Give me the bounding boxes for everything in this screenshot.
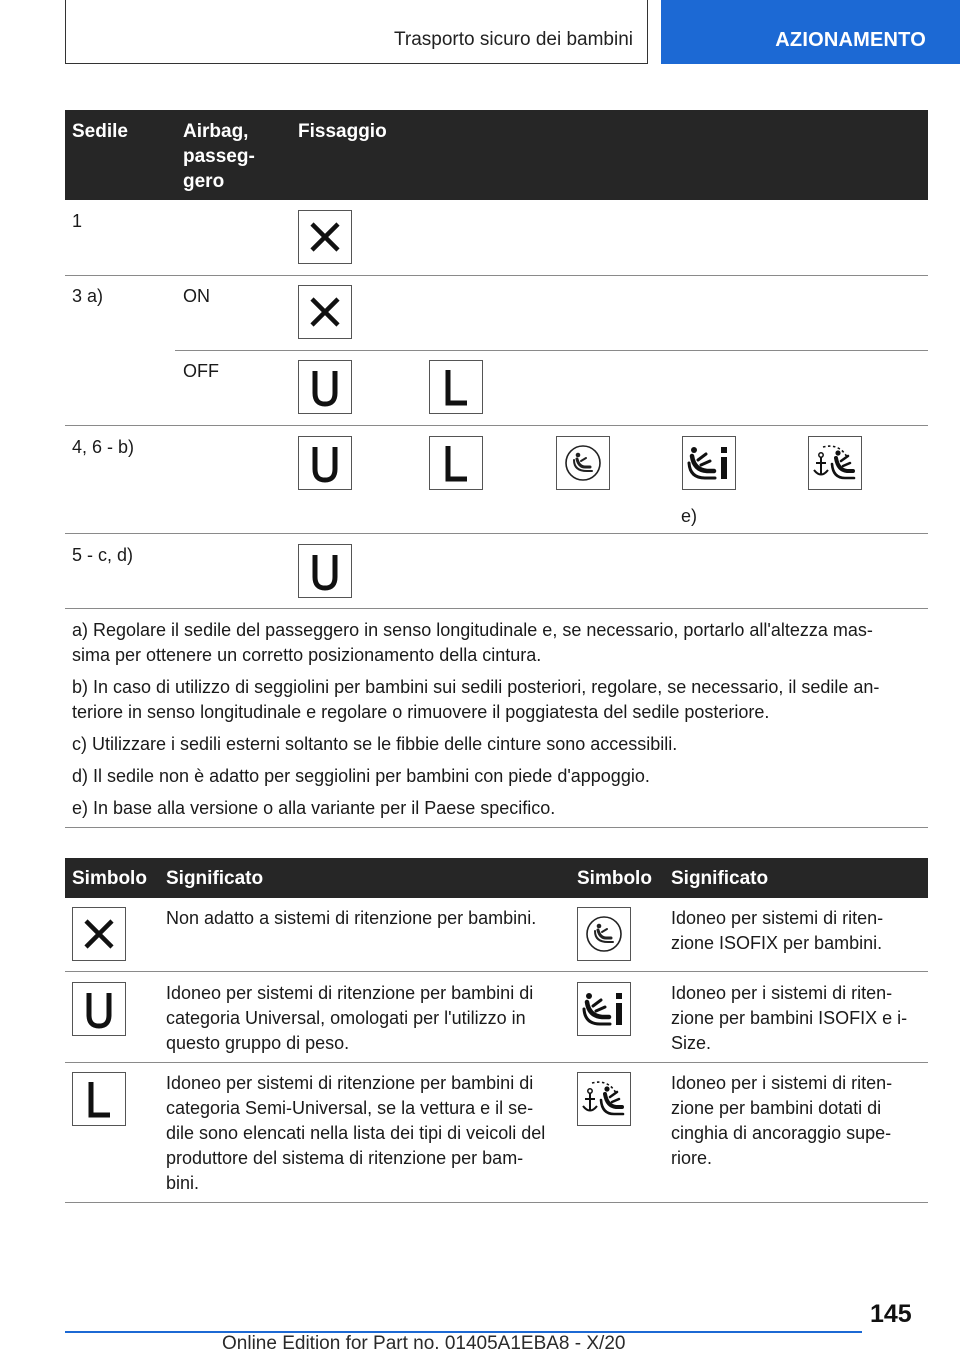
table1-row2-airbag: ON xyxy=(183,286,210,306)
tether-anchor-icon xyxy=(577,1072,631,1126)
table1-row-divider xyxy=(65,275,928,276)
section-title: Trasporto sicuro dei bambini xyxy=(393,29,633,50)
legend-text-isofix: Idoneo per sistemi di riten- zione ISOFIX per bambini. xyxy=(671,908,884,953)
isofix-seat-icon xyxy=(577,907,631,961)
tether-anchor-icon xyxy=(808,436,862,490)
table1-header-fixing: Fissaggio xyxy=(298,121,387,142)
legend-text-top-tether: Idoneo per i sistemi di riten- zione per bambini dotati di cinghia di ancoraggio supe- riore. xyxy=(671,1073,893,1168)
legend-text-universal: Idoneo per sistemi di ritenzione per bambini di categoria Universal, omologati per l'utilizzo in questo gruppo di peso. xyxy=(166,983,534,1053)
cross-icon xyxy=(298,210,352,264)
letter-u-icon xyxy=(72,982,126,1036)
letter-u-icon xyxy=(298,360,352,414)
isize-seat-icon xyxy=(682,436,736,490)
table2-bottom-rule xyxy=(65,1202,928,1203)
table1-row-divider xyxy=(65,425,928,426)
table2-row-divider xyxy=(65,1062,928,1063)
table1-row3-airbag: OFF xyxy=(183,361,219,381)
chapter-title: AZIONAMENTO xyxy=(775,29,926,51)
footnote-c: c) Utilizzare i sedili esterni soltanto se le fibbie delle cinture sono accessibili. xyxy=(72,734,678,754)
cross-icon xyxy=(72,907,126,961)
footnote-a: a) Regolare il sedile del passeggero in senso longitudinale e, se necessario, portarlo all'altezza mas- sima per ottenere un corretto posizionamento della cintura. xyxy=(72,620,873,665)
table1-row-divider xyxy=(65,608,928,609)
table2-header xyxy=(65,858,928,898)
legend-text-not-suitable: Non adatto a sistemi di ritenzione per bambini. xyxy=(166,908,537,928)
table2-row-divider xyxy=(65,971,928,972)
table1-header-airbag: Airbag, passeg- gero xyxy=(183,121,255,192)
table1-header xyxy=(65,110,928,200)
table1-row4-seat: 4, 6 - b) xyxy=(72,437,135,457)
letter-l-icon xyxy=(429,360,483,414)
running-header-chapter xyxy=(661,0,960,64)
letter-u-icon xyxy=(298,544,352,598)
legend-text-isize: Idoneo per i sistemi di riten- zione per bambini ISOFIX e i- Size. xyxy=(671,983,908,1053)
isofix-seat-icon xyxy=(556,436,610,490)
table1-subrow-divider xyxy=(175,350,928,351)
table2-header-symbol-left: Simbolo xyxy=(72,868,147,889)
cross-icon xyxy=(298,285,352,339)
table1-row-divider xyxy=(65,533,928,534)
table2-header-meaning-right: Significato xyxy=(671,868,769,889)
page-number: 145 xyxy=(870,1300,912,1328)
table1-row4-note: e) xyxy=(681,506,698,526)
footnote-d: d) Il sedile non è adatto per seggiolini per bambini con piede d'appoggio. xyxy=(72,766,650,786)
table1-row1-seat: 1 xyxy=(72,211,83,231)
footer-edition-link[interactable]: Online Edition for Part no. 01405A1EBA8 - X/20 xyxy=(222,1333,626,1354)
table1-header-seat: Sedile xyxy=(72,121,128,142)
legend-text-semi-universal: Idoneo per sistemi di ritenzione per bambini di categoria Semi-Universal, se la vettura e il se- dile sono elencati nella lista dei tipi di veicoli del produttore del sistema di ritenzione per bam- bini. xyxy=(166,1073,546,1193)
letter-u-icon xyxy=(298,436,352,490)
footnote-e: e) In base alla versione o alla variante per il Paese specifico. xyxy=(72,798,556,818)
table1-bottom-rule xyxy=(65,827,928,828)
running-header-section xyxy=(65,0,648,64)
table1-row5-seat: 5 - c, d) xyxy=(72,545,134,565)
isize-seat-icon xyxy=(577,982,631,1036)
letter-l-icon xyxy=(429,436,483,490)
table2-header-meaning-left: Significato xyxy=(166,868,264,889)
table1-row2-seat: 3 a) xyxy=(72,286,104,306)
table2-header-symbol-right: Simbolo xyxy=(577,868,652,889)
footnote-b: b) In caso di utilizzo di seggiolini per bambini sui sedili posteriori, regolare, se necessario, il sedile an- teriore in senso longitudinale e regolare o rimuovere il poggiatesta del sedile posteriore. xyxy=(72,677,880,722)
letter-l-icon xyxy=(72,1072,126,1126)
